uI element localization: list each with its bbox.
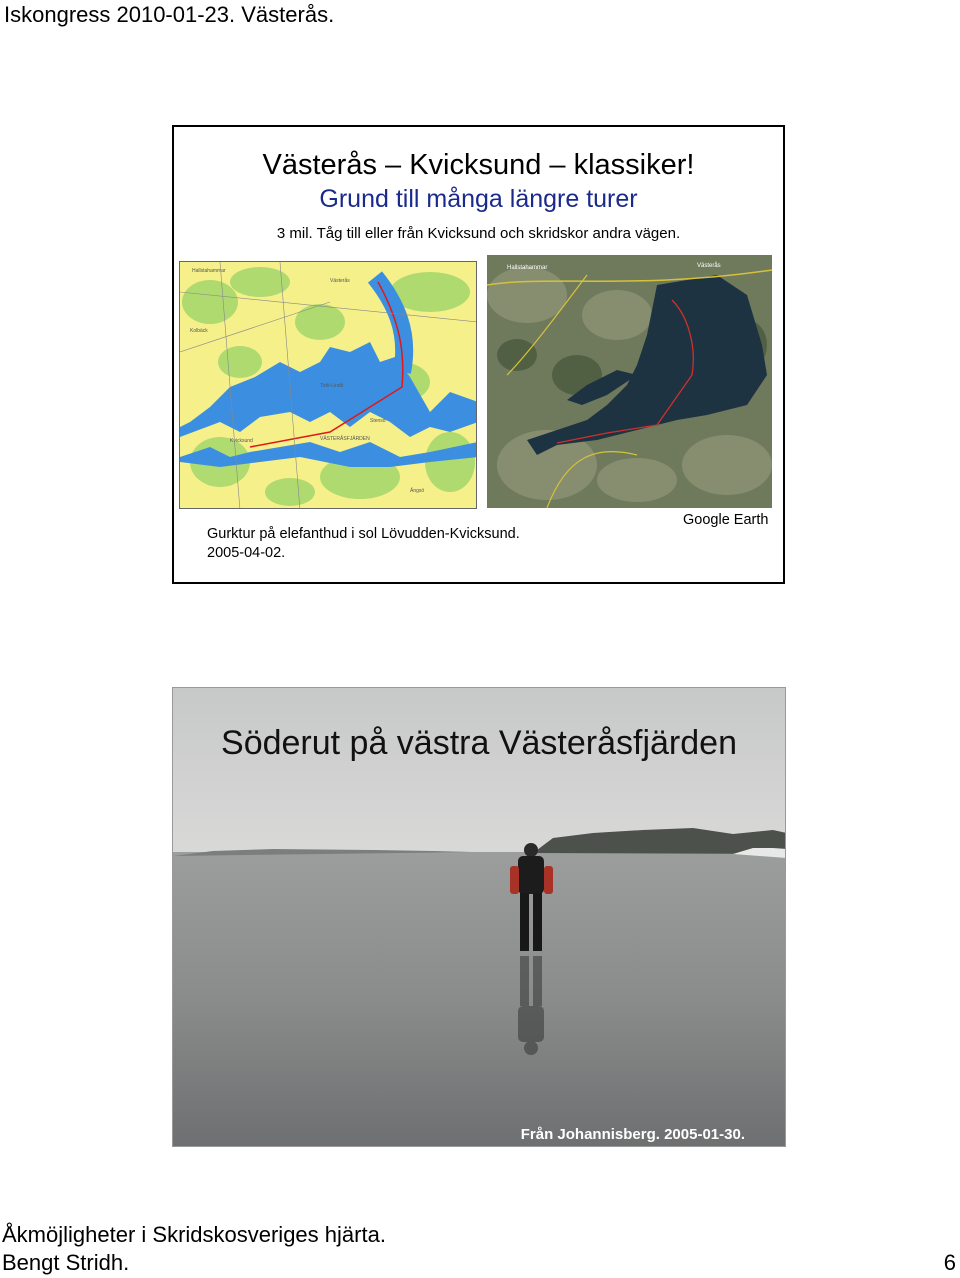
svg-text:Stensö: Stensö [370,418,386,424]
svg-text:Kolbäck: Kolbäck [190,328,208,334]
footer-title: Åkmöjligheter i Skridskosveriges hjärta. [2,1222,386,1247]
satellite-label: Google Earth [683,512,769,528]
photo-caption: Från Johannisberg. 2005-01-30. [520,1126,745,1143]
slide-kvicksund-route [172,125,785,584]
svg-text:Hallstahammar: Hallstahammar [192,268,226,274]
footer-author: Bengt Stridh. [2,1250,130,1275]
slide-ice-photo [172,687,786,1147]
map-caption [207,525,520,563]
slide-title: Söderut på västra Västeråsfjärden [221,724,737,762]
page-number: 6 [943,1250,956,1275]
map-caption-line: Gurktur på elefanthud i sol Lövudden-Kvicksund. [207,526,520,542]
slide-title: Västerås – Kvicksund – klassiker! [262,149,695,181]
route-map [179,261,477,509]
svg-text:VÄSTERÅSFJÄRDEN: VÄSTERÅSFJÄRDEN [320,436,370,442]
svg-text:Tidö-Lindö: Tidö-Lindö [320,383,344,389]
svg-text:Västerås: Västerås [330,278,350,284]
svg-text:Ängsö: Ängsö [410,488,425,494]
svg-text:Västerås: Västerås [697,263,721,269]
svg-text:Kvicksund: Kvicksund [230,438,253,444]
satellite-image [487,255,772,508]
document-header: Iskongress 2010-01-23. Västerås. [4,2,335,27]
svg-text:Hallstahammar: Hallstahammar [507,265,548,271]
slide-title-secondary: Grund till många längre turer [319,185,638,213]
map-caption-date: 2005-04-02. [207,545,286,561]
slide-subtitle: 3 mil. Tåg till eller från Kvicksund och skridskor andra vägen. [276,225,681,242]
